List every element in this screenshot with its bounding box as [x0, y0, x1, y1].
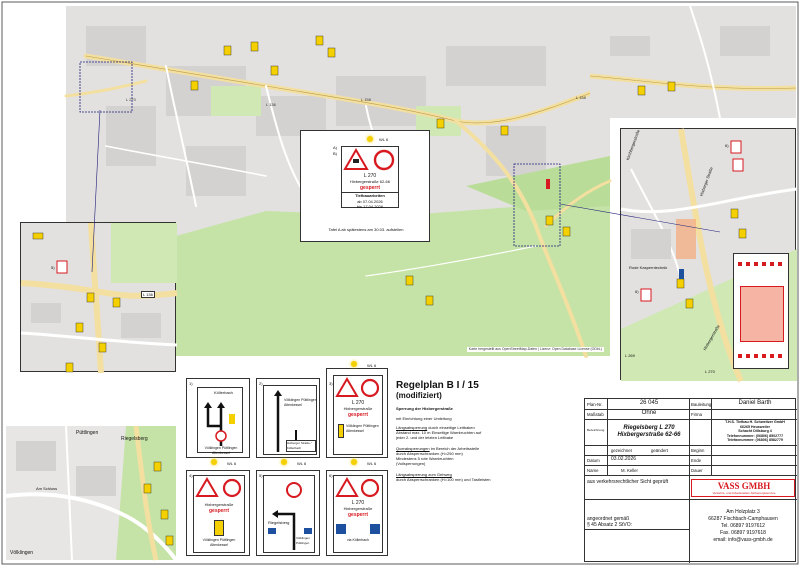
- bottom-map-bottom-left: Völklingen: [10, 550, 34, 556]
- tb-plan-nr-label: Plan-Nr.: [587, 402, 603, 407]
- plan-title: Regelplan B I / 15: [396, 380, 479, 391]
- map-attribution: Karte hergestellt aus OpenStreetMap-Daten | Lizenz: Open Database License (ODbL): [468, 347, 602, 351]
- plan-h4: Längsabsperrung zum Gehweg: [396, 472, 452, 477]
- tb-bauleitung: Daniel Barth: [738, 400, 772, 406]
- plan-h3: Querabsperrungen: [396, 446, 430, 451]
- callout-note: Tafel A ab spätestens am 30.03. aufstellen: [328, 227, 404, 232]
- vass-tagline: Verkehrs- und Arbeitsstellen-Sicherungsservice: [712, 491, 776, 495]
- callout-to: bis 17.04.2026: [356, 204, 384, 209]
- right-detail-label: Hixberger Straße: [698, 166, 714, 197]
- sign-plan-dir: Völklingen Püttlingen Altenkessel: [204, 446, 238, 455]
- callout-title: Tiefbauarbeiten: [355, 193, 385, 198]
- callout-label-b: B): [333, 151, 337, 156]
- tb-datum: 03.02.2026: [611, 456, 637, 462]
- overview-road-label: L 158: [576, 95, 586, 100]
- tb-company5: Telefaxnummer: (06806) 8582779: [727, 438, 783, 442]
- sign-plan-dir: Köllerbach: [214, 390, 233, 395]
- tb-massstab: Ohne: [641, 410, 657, 416]
- bottom-map-place: Riegelsberg: [121, 436, 148, 442]
- right-detail-label: L 269: [625, 353, 635, 358]
- overview-road-label: L 158: [361, 97, 371, 102]
- sign-plan-wl: WL 6: [367, 363, 377, 368]
- tb-company4: Telefonnummer: (06806) 8502777: [726, 433, 784, 438]
- tb-company2: 66265 Heusweiler: [740, 424, 770, 429]
- vass-tel: Tel. 06897 9197612: [721, 523, 765, 529]
- right-detail-sign-num: 6): [725, 143, 729, 148]
- tb-company1: T.H.S. Tiefbau H. Schweitzer GmbH: [725, 420, 785, 424]
- sign-plan-road: L 270: [351, 500, 365, 506]
- tb-dauer-label: Dauer: [691, 468, 703, 473]
- sign-plan-dir: Völklingen Püttlingen Altenkessel: [284, 398, 317, 407]
- plan-text3: im Bereich der Arbeitsstelle durch Absperrschranken (H=250 mm) Mindestens 5 rote Warnleuchten (Vollsperrungen): [396, 446, 480, 466]
- sign-plan-sub: Völklingen Püttlingen: [296, 536, 310, 545]
- overview-road-label: L 136: [266, 102, 276, 107]
- sign-plan-status: gesperrt: [347, 412, 368, 418]
- tb-company-label: Firma: [691, 412, 702, 417]
- tb-massstab-label: Maßstab: [587, 412, 604, 417]
- tb-name: M. Keller: [621, 468, 638, 473]
- sign-plan-sub: Völklingen Püttlingen Altenkessel: [346, 424, 379, 433]
- vass-addr2: 66287 Fischbach-Camphausen: [708, 516, 778, 522]
- callout-street: Hixbergerstraße 62-66: [349, 179, 391, 184]
- tb-bezeichnung-label: Bezeichnung: [587, 428, 605, 432]
- vass-addr1: Am Holzplatz 3: [726, 509, 760, 515]
- sign-plan-street: Hixbergerstraße: [343, 506, 373, 511]
- plan-text4: durch Absperrschranken (H=100 mm) und Tastleisten: [396, 477, 491, 482]
- sign-plan-wl: WL 6: [227, 461, 237, 466]
- vass-fax: Fax. 06897 9197618: [720, 530, 766, 536]
- right-detail-label: Kirchbergerstraße: [625, 128, 641, 161]
- vass-logo-text: VASS GMBH: [717, 481, 771, 491]
- sign-plan-wl: WL 6: [367, 461, 377, 466]
- callout-status: gesperrt: [359, 185, 380, 191]
- right-detail-label: L 270: [705, 369, 715, 374]
- bottom-map-town: Püttlingen: [76, 430, 99, 436]
- tb-beginn-label: Beginn: [691, 448, 705, 453]
- sign-plan-via: via Köllerbach: [347, 538, 369, 542]
- right-detail-label: Rode Kasperntechnik: [629, 265, 668, 270]
- right-detail-label: Hixbergerstraße: [702, 323, 721, 352]
- tb-gezeichnet: gezeichnet: [611, 448, 632, 453]
- sign-plan-num: 3): [329, 381, 333, 386]
- tb-bezeichnung: Riegelsberg L 270 Hixbergerstraße 62-66: [617, 425, 681, 438]
- tb-plan-nr: 26 045: [639, 400, 659, 406]
- plan-order1: angeordnet gemäß: [587, 516, 630, 522]
- plan-text1: mit Einrichtung einer Umleitung: [396, 416, 452, 421]
- sign-plan-street: Hixbergerstraße: [204, 502, 234, 507]
- tb-ende-label: Ende: [691, 458, 702, 463]
- sign-plan-road: L 270: [351, 400, 365, 406]
- callout-from: ab 07.04.2026: [357, 199, 383, 204]
- vass-email: email: info@vass-gmbh.de: [713, 537, 773, 543]
- sign-plan-wl: WL 6: [297, 461, 307, 466]
- callout-wl: WL 6: [379, 137, 389, 142]
- sign-plan-status: gesperrt: [208, 508, 229, 514]
- plan-order2: § 45 Absatz 2 StVO:: [587, 522, 633, 528]
- sign-plan-street: Hixbergerstraße: [343, 406, 373, 411]
- left-detail-sign-num: 5): [51, 265, 55, 270]
- tb-bauleitung-label: Bauleitung: [691, 402, 712, 407]
- right-detail-sign-num: 6): [635, 289, 639, 294]
- sign-plan-num: 1): [189, 381, 193, 386]
- plan-heading: Sperrung der Hixbergerstraße: [396, 406, 453, 411]
- tb-company3: Schacht Dillsburg 4: [738, 429, 772, 433]
- tb-datum-label: Datum: [587, 458, 600, 463]
- left-detail-road: L 136: [143, 292, 153, 297]
- sign-plan-sub: Völklingen Püttlingen Altenkessel: [202, 538, 236, 547]
- callout-label-a: A): [333, 145, 337, 150]
- tb-geaendert: geändert: [651, 448, 668, 453]
- sign-plan-num: 5): [259, 473, 263, 478]
- sign-plan-dir: Hixberger Straße / Köllerbach: [286, 440, 316, 452]
- plan-visibility: aus verkehrsrechtlicher Sicht geprüft: [587, 479, 669, 485]
- sign-plan-num: 4): [189, 473, 193, 478]
- sign-plan-place: Riegelsberg: [268, 520, 290, 525]
- plan-text2: durch einseitige Leitbaken Abstand max. 10 m Einseitige Warnleuchten auf jeder 2. und der letzten Leitbake: [396, 425, 482, 440]
- bottom-map-street: Am Schloss: [36, 486, 58, 491]
- sign-plan-num: 2): [259, 381, 263, 386]
- tb-name-label: Name: [587, 468, 599, 473]
- sign-plan-num: 6): [329, 473, 333, 478]
- plan-h2: Längsabsperrung: [396, 425, 428, 430]
- sign-plan-status: gesperrt: [347, 512, 368, 518]
- plan-subtitle: (modifiziert): [396, 391, 442, 400]
- overview-road-label: L 270: [126, 97, 136, 102]
- callout-road: L 270: [363, 173, 377, 179]
